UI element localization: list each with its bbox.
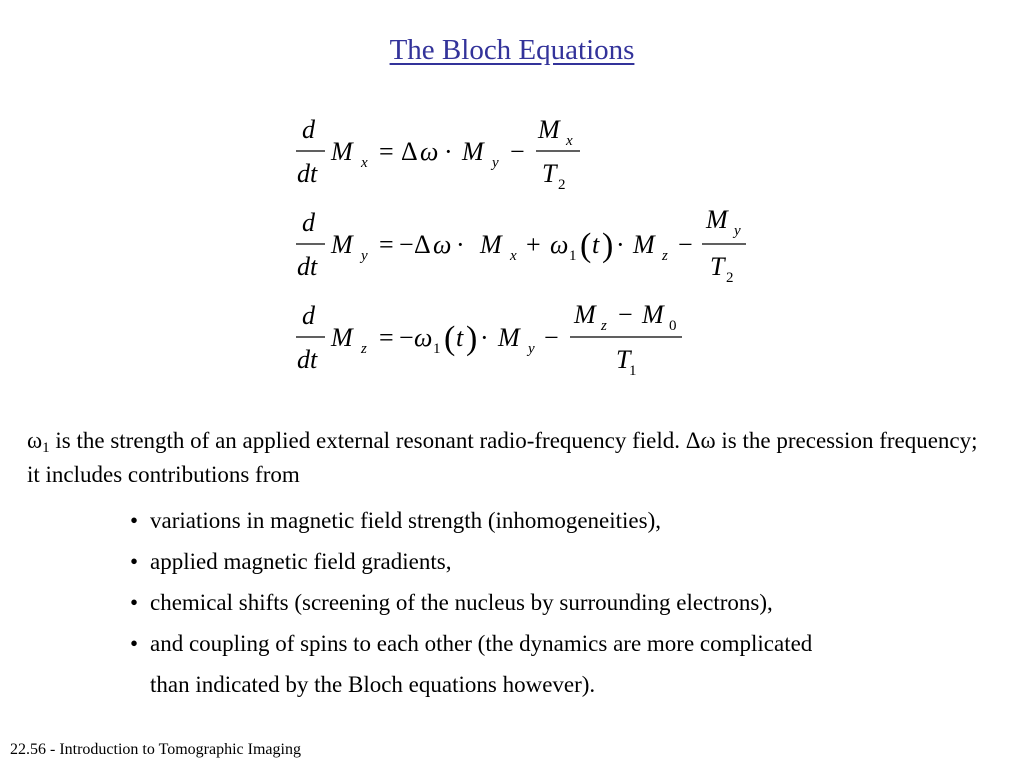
eq1-my: M bbox=[462, 137, 484, 166]
list-item-text: variations in magnetic field strength (inhomogeneities), bbox=[150, 508, 661, 533]
eq1-my-sub: y bbox=[492, 155, 499, 171]
list-item bbox=[130, 500, 1000, 541]
eq1-lhs-numerator: d bbox=[302, 115, 315, 144]
eq2-dot2: · bbox=[616, 230, 625, 259]
course-footer: 22.56 - Introduction to Tomographic Imaging bbox=[10, 741, 301, 758]
eq2-omega1: ω bbox=[550, 230, 569, 259]
eq3-t: t bbox=[456, 323, 464, 352]
eq3-dot: · bbox=[480, 323, 489, 352]
eq1-dot: · bbox=[444, 137, 453, 166]
list-item-continuation: than indicated by the Bloch equations however). bbox=[150, 672, 596, 697]
eq2-my-sub: y bbox=[361, 248, 368, 264]
bullet-marker: • bbox=[130, 590, 139, 615]
eq2-minus: − bbox=[678, 230, 693, 259]
eq1-minus: − bbox=[510, 137, 525, 166]
eq2-neg: − bbox=[399, 230, 414, 259]
eq3-frac-num-minus: − bbox=[618, 300, 633, 329]
eq3-equals: = bbox=[379, 323, 394, 352]
eq3-neg: − bbox=[399, 323, 414, 352]
eq1-frac-num-sub: x bbox=[566, 133, 573, 149]
omega-symbol: ω bbox=[27, 428, 43, 453]
eq1-mx-sub: x bbox=[361, 155, 368, 171]
bullet-marker: • bbox=[130, 631, 139, 656]
eq2-lparen: ( bbox=[580, 227, 592, 264]
eq2-omega1-sub: 1 bbox=[569, 248, 577, 264]
eq1-frac-den-sub: 2 bbox=[558, 177, 566, 193]
eq1-frac-num-m: M bbox=[538, 115, 560, 144]
list-item bbox=[130, 623, 1000, 705]
eq1-omega: ω bbox=[420, 137, 439, 166]
equation-mz bbox=[296, 300, 682, 379]
eq2-plus: + bbox=[526, 230, 541, 259]
eq2-delta: Δ bbox=[414, 230, 431, 259]
eq3-frac-num-m0-sub: 0 bbox=[669, 318, 677, 334]
eq2-equals: = bbox=[379, 230, 394, 259]
eq3-frac-num-m0: M bbox=[642, 300, 664, 329]
eq2-mx-sub: x bbox=[510, 248, 517, 264]
eq3-omega1-sub: 1 bbox=[433, 341, 441, 357]
eq2-frac-num-m: M bbox=[706, 205, 728, 234]
eq2-frac-num-sub: y bbox=[734, 223, 741, 239]
bloch-equations bbox=[288, 108, 768, 398]
eq2-frac-den-sub: 2 bbox=[726, 270, 734, 286]
list-item bbox=[130, 582, 1000, 623]
paragraph-text-2: is the precession frequency; it includes contributions from bbox=[27, 428, 978, 487]
eq3-omega1: ω bbox=[414, 323, 433, 352]
eq3-frac-den-sub: 1 bbox=[629, 363, 637, 379]
eq3-frac-den-t: T bbox=[616, 345, 631, 374]
eq1-equals: = bbox=[379, 137, 394, 166]
eq3-mz-sub: z bbox=[361, 341, 367, 357]
eq2-mz-sub: z bbox=[662, 248, 668, 264]
eq1-frac-den-t: T bbox=[542, 159, 557, 188]
list-item-text: applied magnetic field gradients, bbox=[150, 549, 452, 574]
list-item-text: chemical shifts (screening of the nucleus by surrounding electrons), bbox=[150, 590, 773, 615]
eq2-dot1: · bbox=[456, 230, 465, 259]
bullet-marker: • bbox=[130, 549, 139, 574]
description-paragraph bbox=[27, 424, 987, 492]
eq3-frac-num-mz: M bbox=[574, 300, 596, 329]
equation-my bbox=[296, 205, 746, 286]
eq2-omega: ω bbox=[433, 230, 452, 259]
eq2-mx: M bbox=[480, 230, 502, 259]
omega-subscript: 1 bbox=[42, 440, 50, 456]
eq2-lhs-denominator: dt bbox=[297, 252, 318, 281]
eq1-lhs-denominator: dt bbox=[297, 159, 318, 188]
eq2-t: t bbox=[592, 230, 600, 259]
eq2-frac-den-t: T bbox=[710, 252, 725, 281]
eq3-lhs-denominator: dt bbox=[297, 345, 318, 374]
eq3-my-sub: y bbox=[528, 341, 535, 357]
slide-title: The Bloch Equations bbox=[389, 34, 635, 66]
eq3-minus: − bbox=[544, 323, 559, 352]
eq2-rparen: ) bbox=[602, 227, 614, 264]
equation-mx bbox=[296, 115, 580, 193]
eq1-delta: Δ bbox=[401, 137, 418, 166]
eq3-rparen: ) bbox=[466, 320, 478, 357]
eq3-frac-num-mz-sub: z bbox=[601, 318, 607, 334]
eq3-mz: M bbox=[331, 323, 353, 352]
delta-omega-symbol: Δω bbox=[685, 428, 716, 453]
eq3-lparen: ( bbox=[444, 320, 456, 357]
paragraph-text-1: is the strength of an applied external resonant radio-frequency field. bbox=[49, 428, 686, 453]
eq3-my: M bbox=[498, 323, 520, 352]
bullet-marker: • bbox=[130, 508, 139, 533]
eq2-my: M bbox=[331, 230, 353, 259]
eq2-lhs-numerator: d bbox=[302, 208, 315, 237]
eq1-mx: M bbox=[331, 137, 353, 166]
list-item-text: and coupling of spins to each other (the dynamics are more complicated bbox=[150, 631, 813, 656]
contribution-list bbox=[130, 500, 1000, 705]
list-item bbox=[130, 541, 1000, 582]
eq3-lhs-numerator: d bbox=[302, 301, 315, 330]
eq2-mz: M bbox=[633, 230, 655, 259]
